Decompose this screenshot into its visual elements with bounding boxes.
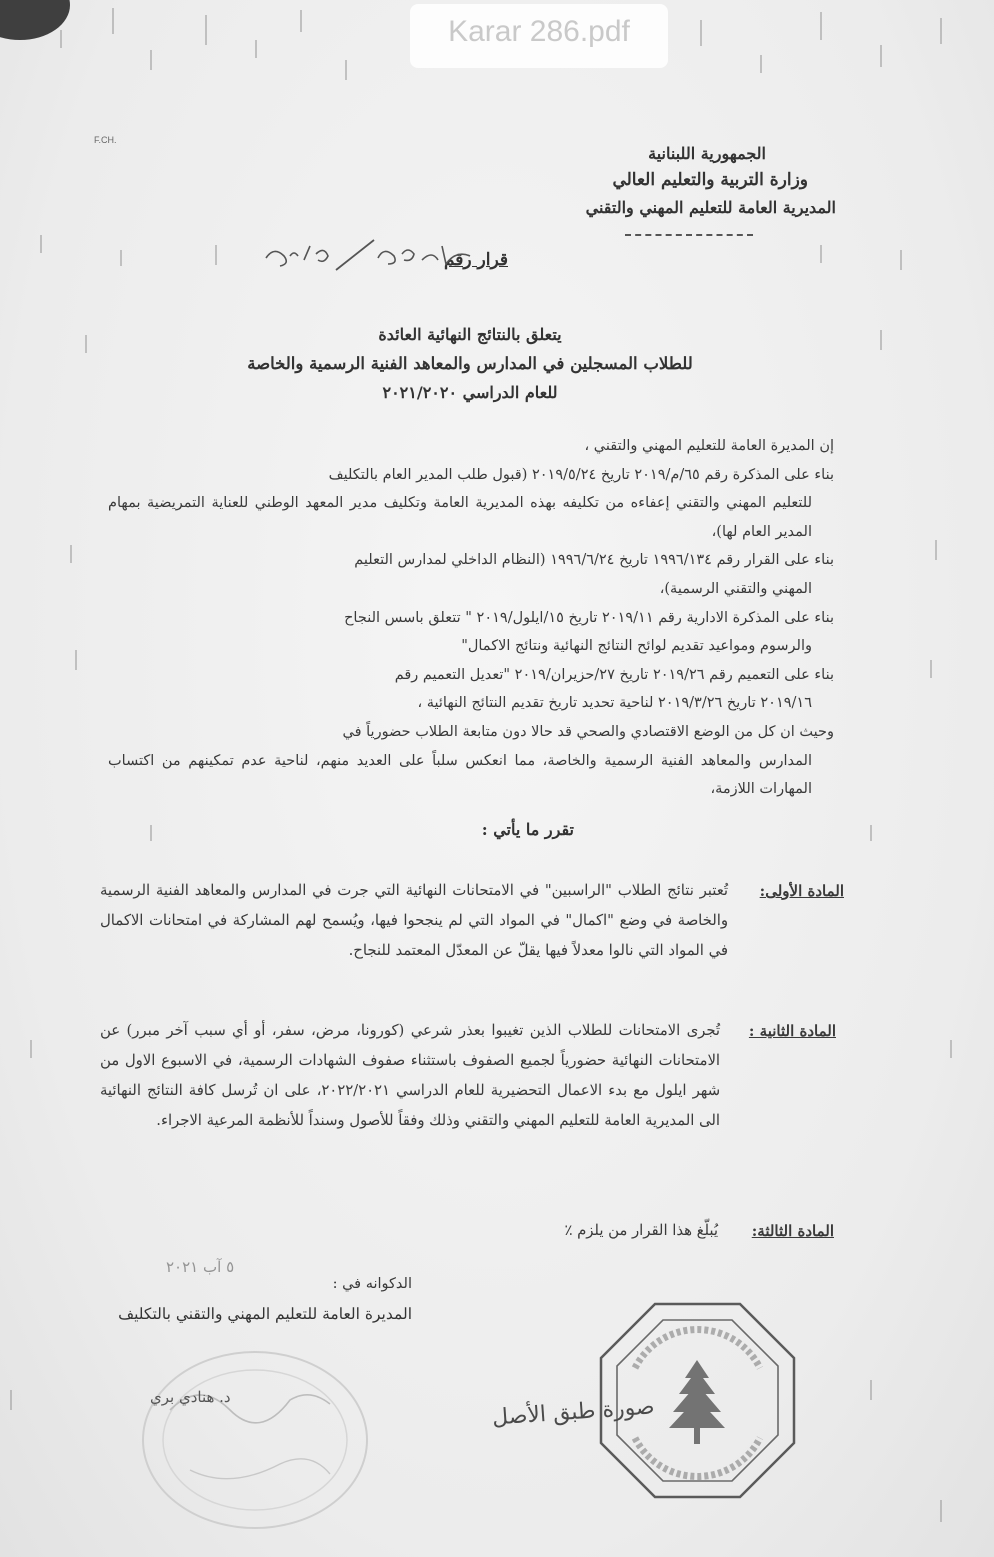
scan-streak (940, 1500, 942, 1522)
clause-4-continuation: ٢٠١٩/١٦ تاريخ ٢٠١٩/٣/٢٦ لناحية تحديد تاريخ تقديم النتائج النهائية ، (417, 695, 812, 712)
scan-streak (60, 30, 62, 48)
scan-streak (930, 660, 932, 678)
article-2-text: تُجرى الامتحانات للطلاب الذين تغيبوا بعذر شرعي (كورونا، مرض، سفر، أو أي سبب آخر مبرر) عن الامتحانات النهائية حضورياً لجميع الصفوف باستثناء صفوف الشهادات الرسمية، في الاسبوع الاول من شهر ايلول مع بدء الاعمال التحضيرية للعام الدراسي ٢٠٢٢/٢٠٢١، على ان تُرسل كافة النتائج النهائية الى المديرية العامة للتعليم المهني والتقني وذلك وفقاً للأصول وسنداً للأنظمة المرعية الاجراء. (100, 1022, 721, 1129)
decision-label: قرار رقم (443, 250, 508, 270)
letterhead-divider (625, 234, 753, 236)
signer-name: د. هنادي بري (150, 1388, 231, 1406)
place-date-label: الدكوانه في : (332, 1276, 412, 1292)
clause-2-continuation: المهني والتقني الرسمية)، (659, 580, 812, 597)
preamble-intro: إن المديرة العامة للتعليم المهني والتقني ، (584, 438, 834, 454)
scan-streak (150, 50, 152, 70)
preamble-clause-4 (108, 661, 834, 718)
scan-streak (880, 45, 882, 67)
article-3-label: المادة الثالثة: (751, 1222, 834, 1240)
clause-3-continuation: والرسوم ومواعيد تقديم لوائح النتائج النهائية ونتائج الاكمال" (461, 638, 812, 655)
article-1-label: المادة الأولى: (759, 882, 844, 900)
scan-streak (880, 330, 882, 350)
signature-scribble (130, 1340, 380, 1540)
scan-streak (870, 825, 872, 841)
preamble-clause-1 (108, 461, 834, 547)
letterhead-republic: الجمهورية اللبنانية (648, 144, 766, 163)
decides-heading: تقرر ما يأتي : (481, 820, 574, 839)
article-2-label: المادة الثانية : (748, 1022, 836, 1040)
scan-streak (870, 1380, 872, 1400)
scan-streak (950, 1040, 952, 1058)
clause-5-first-line: وحيث ان كل من الوضع الاقتصادي والصحي قد حالا دون متابعة الطلاب حضورياً في (342, 723, 834, 740)
scan-streak (205, 15, 207, 45)
decision-number-handwritten (256, 236, 486, 276)
letterhead (586, 140, 836, 221)
article-1 (100, 876, 844, 966)
scan-streak (10, 1390, 12, 1410)
handwritten-date: ٥ آب ٢٠٢١ (166, 1258, 235, 1276)
preamble (108, 432, 834, 804)
clause-1-continuation: للتعليم المهني والتقني إعفاءه من تكليفه بهذه المديرية العامة وتكليف مدير المعهد الوطني للعناية التمريضية بمهام المدير العام لها)، (108, 495, 812, 540)
clause-1-first-line: بناء على المذكرة رقم ٦٥/م/٢٠١٩ تاريخ ٢٠١٩/٥/٢٤ (قبول طلب المدير العام بالتكليف (328, 466, 834, 483)
clause-3-first-line: بناء على المذكرة الادارية رقم ٢٠١٩/١١ تاريخ ١٥/ايلول/٢٠١٩ " تتعلق باسس النجاح (344, 609, 834, 626)
scan-streak (40, 235, 42, 253)
scan-streak (75, 650, 77, 670)
letterhead-directorate: المديرية العامة للتعليم المهني والتقني (585, 198, 836, 217)
signatory-title: المديرة العامة للتعليم المهني والتقني بالتكليف (118, 1305, 412, 1323)
article-3 (100, 1216, 834, 1246)
subject-line-3: للعام الدراسي ٢٠٢١/٢٠٢٠ (382, 383, 558, 402)
article-3-text: يُبلّغ هذا القرار من يلزم ٪ (564, 1222, 718, 1239)
preamble-clause-5 (108, 718, 834, 804)
true-copy-stamp: صورة طبق الأصل (491, 1394, 656, 1431)
scan-streak (300, 10, 302, 32)
scan-streak (120, 250, 122, 266)
scan-streak (935, 540, 937, 560)
scan-streak (940, 18, 942, 44)
article-2 (100, 1016, 836, 1136)
subject-line-2: للطلاب المسجلين في المدارس والمعاهد الفنية الرسمية والخاصة (247, 354, 693, 373)
scan-streak (70, 545, 72, 563)
file-name-label: Karar 286.pdf (410, 4, 668, 68)
scan-streak (345, 60, 347, 80)
scan-streak (760, 55, 762, 73)
scan-streak (700, 20, 702, 46)
scan-streak (112, 8, 114, 34)
subject-line-1: يتعلق بالنتائج النهائية العائدة (378, 325, 562, 344)
scan-streak (30, 1040, 32, 1058)
clause-5-continuation: المدارس والمعاهد الفنية الرسمية والخاصة، مما انعكس سلباً على العديد منهم، لناحية عدم تمكينهم من اكتساب المهارات اللازمة، (108, 752, 812, 798)
scan-streak (215, 245, 217, 265)
scan-streak (150, 825, 152, 841)
scan-streak (85, 335, 87, 353)
preamble-clause-3 (108, 604, 834, 661)
preamble-clause-2 (108, 546, 834, 603)
scan-streak (900, 250, 902, 270)
scan-streak (820, 245, 822, 263)
scan-streak (255, 40, 257, 58)
scan-streak (820, 12, 822, 40)
reference-code: F.CH. (94, 135, 117, 145)
article-1-text: تُعتبر نتائج الطلاب "الراسبين" في الامتحانات النهائية التي جرت في المدارس والمعاهد الفنية الرسمية والخاصة في وضع "اكمال" في المواد التي لم ينجحوا فيها، ويُسمح لهم المشاركة في امتحانات الاكمال في المواد التي نالوا معدلاً فيها يقلّ عن المعدّل المعتمد للنجاح. (100, 882, 728, 959)
clause-4-first-line: بناء على التعميم رقم ٢٠١٩/٢٦ تاريخ ٢٧/حزيران/٢٠١٩ "تعديل التعميم رقم (394, 666, 834, 683)
letterhead-ministry: وزارة التربية والتعليم العالي (612, 170, 808, 190)
decision-subject (180, 320, 760, 407)
clause-2-first-line: بناء على القرار رقم ١٩٩٦/١٣٤ تاريخ ١٩٩٦/٦/٢٤ (النظام الداخلي لمدارس التعليم (354, 552, 834, 569)
